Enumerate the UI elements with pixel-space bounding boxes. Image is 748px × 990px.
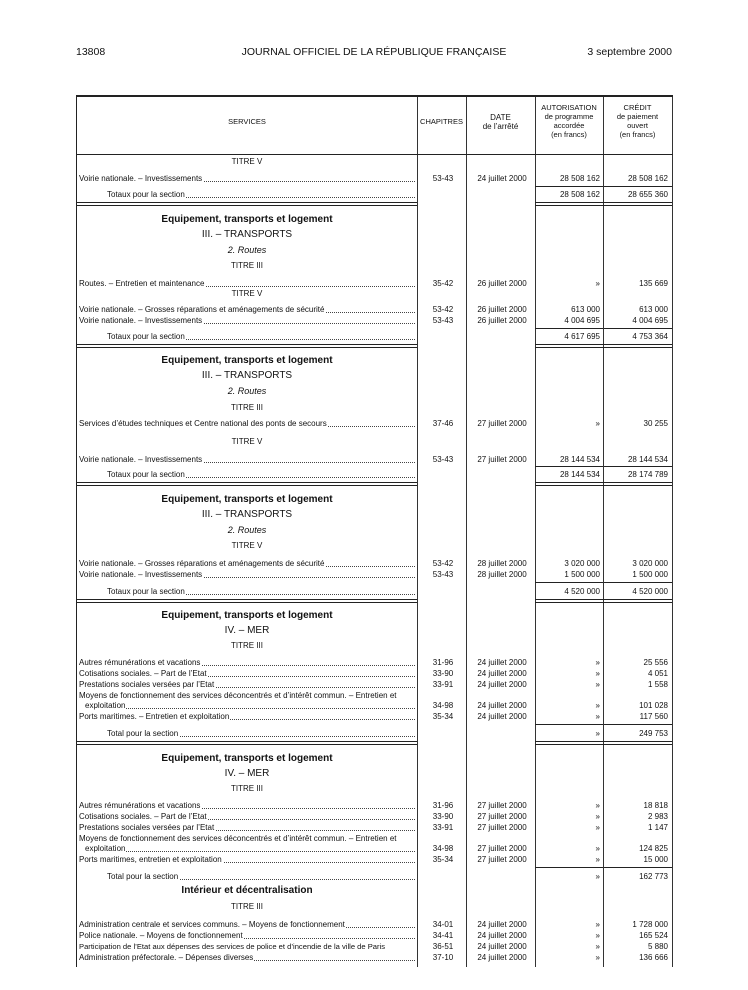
row-chapitre: 31-96 (432, 658, 454, 667)
totals-credit: 249 753 (639, 729, 668, 738)
section-heading: III. – TRANSPORTS (201, 370, 293, 381)
row-credit: 3 020 000 (632, 559, 668, 568)
row-chapitre: 53-42 (432, 305, 454, 314)
section-heading: III. – TRANSPORTS (201, 229, 293, 240)
row-credit: 613 000 (639, 305, 668, 314)
col-header-auth-l1: AUTORISATION (541, 103, 597, 112)
row-credit: 165 524 (639, 931, 668, 940)
row-chapitre: 35-34 (432, 712, 454, 721)
sum-rule (604, 328, 672, 329)
row-label: Prestations sociales versées par l’Etat (79, 823, 415, 833)
section-rule (77, 482, 417, 486)
row-chapitre: 53-43 (432, 316, 454, 325)
row-date: 27 juillet 2000 (477, 844, 527, 853)
row-date: 26 juillet 2000 (477, 316, 527, 325)
row-credit: 4 004 695 (632, 316, 668, 325)
row-chapitre: 53-43 (432, 455, 454, 464)
row-credit: 18 818 (643, 801, 668, 810)
row-label: Voirie nationale. – Investissements (79, 455, 415, 465)
row-date: 24 juillet 2000 (477, 920, 527, 929)
row-date: 24 juillet 2000 (477, 712, 527, 721)
totals-autorisation: » (595, 729, 600, 738)
titre-heading: TITRE III (231, 902, 263, 911)
header-rule (77, 154, 673, 155)
col-header-auth-l4: (en francs) (551, 130, 587, 139)
titre-heading: TITRE V (231, 289, 263, 298)
row-date: 26 juillet 2000 (477, 279, 527, 288)
row-autorisation: » (595, 942, 600, 951)
row-label: Autres rémunérations et vacations (79, 801, 415, 811)
decree-table (76, 95, 673, 967)
row-autorisation: » (595, 855, 600, 864)
row-date: 27 juillet 2000 (477, 801, 527, 810)
section-heading: III. – TRANSPORTS (201, 509, 293, 520)
row-credit: 5 880 (647, 942, 668, 951)
row-date: 26 juillet 2000 (477, 305, 527, 314)
totals-label: Total pour la section (107, 729, 415, 739)
row-label: Administration centrale et services communs. – Moyens de fonctionnement (79, 920, 415, 930)
totals-label: Totaux pour la section (107, 332, 415, 342)
ministry-heading: Equipement, transports et logement (161, 494, 333, 505)
col-header-date-l2: de l’arrêté (482, 122, 519, 131)
row-date: 28 juillet 2000 (477, 559, 527, 568)
ministry-heading: Equipement, transports et logement (161, 753, 333, 764)
col-header-services: SERVICES (228, 117, 266, 126)
row-autorisation: » (595, 419, 600, 428)
col-header-autorisation (535, 103, 603, 139)
row-date: 24 juillet 2000 (477, 931, 527, 940)
row-label: Ports maritimes. – Entretien et exploitation (79, 712, 415, 722)
row-date: 27 juillet 2000 (477, 812, 527, 821)
titre-heading: TITRE III (231, 403, 263, 412)
row-date: 27 juillet 2000 (477, 823, 527, 832)
col-divider (603, 97, 604, 967)
section-rule (77, 202, 417, 206)
section-rule (77, 344, 417, 348)
page-header (76, 46, 672, 60)
row-label: Services d’études techniques et Centre national des ponts de secours (79, 419, 415, 429)
row-chapitre: 53-43 (432, 570, 454, 579)
totals-label: Totaux pour la section (107, 470, 415, 480)
row-credit: 1 728 000 (632, 920, 668, 929)
col-header-cred-l1: CRÉDIT (623, 103, 652, 112)
col-header-date (466, 113, 535, 131)
row-autorisation: » (595, 801, 600, 810)
row-label: Prestations sociales versées par l’Etat (79, 680, 415, 690)
totals-autorisation: 4 520 000 (564, 587, 600, 596)
col-header-auth-l3: accordée (553, 121, 585, 130)
row-chapitre: 33-90 (432, 669, 454, 678)
titre-heading: TITRE III (231, 784, 263, 793)
row-credit: 117 560 (639, 712, 668, 721)
row-date: 27 juillet 2000 (477, 455, 527, 464)
titre-heading: TITRE III (231, 641, 263, 650)
row-credit: 28 508 162 (627, 174, 668, 183)
row-credit: 15 000 (643, 855, 668, 864)
sum-rule (604, 724, 672, 725)
row-label: Voirie nationale. – Investissements (79, 316, 415, 326)
row-date: 27 juillet 2000 (477, 419, 527, 428)
row-credit: 1 500 000 (632, 570, 668, 579)
row-label: Participation de l’Etat aux dépenses des services de police et d’incendie de la ville de Paris (79, 942, 386, 951)
row-date: 24 juillet 2000 (477, 953, 527, 962)
row-autorisation: » (595, 279, 600, 288)
sum-rule (535, 582, 603, 583)
row-label: Voirie nationale. – Grosses réparations et aménagements de sécurité (79, 305, 415, 315)
row-autorisation: 28 508 162 (559, 174, 600, 183)
totals-label: Totaux pour la section (107, 190, 415, 200)
totals-credit: 162 773 (639, 872, 668, 881)
row-chapitre: 53-43 (432, 174, 454, 183)
row-autorisation: 613 000 (571, 305, 600, 314)
sum-rule (604, 582, 672, 583)
row-credit: 28 144 534 (627, 455, 668, 464)
col-header-cred-l4: (en francs) (619, 130, 656, 139)
sum-rule (535, 466, 603, 467)
row-credit: 30 255 (643, 419, 668, 428)
totals-credit: 4 520 000 (632, 587, 668, 596)
sum-rule (604, 867, 672, 868)
row-date: 24 juillet 2000 (477, 174, 527, 183)
sum-rule (535, 724, 603, 725)
ministry-heading: Intérieur et décentralisation (181, 885, 313, 896)
row-chapitre: 34-41 (432, 931, 454, 940)
row-chapitre: 37-46 (432, 419, 454, 428)
section-rule (77, 599, 417, 603)
col-divider (466, 97, 467, 967)
row-autorisation: » (595, 844, 600, 853)
row-chapitre: 35-34 (432, 855, 454, 864)
col-header-cred-l3: ouvert (627, 121, 648, 130)
section-heading: IV. – MER (224, 625, 270, 636)
col-header-cred-l2: de paiement (616, 112, 659, 121)
row-date: 27 juillet 2000 (477, 855, 527, 864)
totals-credit: 28 174 789 (627, 470, 668, 479)
row-chapitre: 34-98 (432, 844, 454, 853)
row-chapitre: 53-42 (432, 559, 454, 568)
titre-heading: TITRE V (231, 157, 263, 166)
row-credit: 2 983 (647, 812, 668, 821)
col-divider (672, 97, 673, 967)
row-autorisation: » (595, 931, 600, 940)
row-credit: 4 051 (647, 669, 668, 678)
row-date: 28 juillet 2000 (477, 570, 527, 579)
row-chapitre: 31-96 (432, 801, 454, 810)
issue-date: 3 septembre 2000 (587, 46, 672, 58)
row-label: Voirie nationale. – Investissements (79, 174, 415, 184)
titre-heading: TITRE V (231, 541, 263, 550)
ministry-heading: Equipement, transports et logement (161, 610, 333, 621)
subsection-heading: 2. Routes (227, 386, 267, 396)
row-date: 24 juillet 2000 (477, 942, 527, 951)
ministry-heading: Equipement, transports et logement (161, 355, 333, 366)
row-autorisation: 1 500 000 (564, 570, 600, 579)
row-autorisation: » (595, 823, 600, 832)
sum-rule (604, 186, 672, 187)
row-chapitre: 36-51 (432, 942, 454, 951)
row-autorisation: 28 144 534 (559, 455, 600, 464)
row-autorisation: » (595, 812, 600, 821)
row-autorisation: 3 020 000 (564, 559, 600, 568)
row-autorisation: » (595, 712, 600, 721)
row-autorisation: » (595, 658, 600, 667)
row-label: Voirie nationale. – Investissements (79, 570, 415, 580)
col-header-auth-l2: de programme (544, 112, 594, 121)
subsection-heading: 2. Routes (227, 525, 267, 535)
row-date: 24 juillet 2000 (477, 669, 527, 678)
row-date: 24 juillet 2000 (477, 658, 527, 667)
journal-title: JOURNAL OFFICIEL DE LA RÉPUBLIQUE FRANÇAISE (241, 46, 507, 58)
col-header-date-l1: DATE (490, 113, 511, 122)
col-divider (417, 97, 418, 967)
row-label: Routes. – Entretien et maintenance (79, 279, 415, 289)
row-autorisation: » (595, 669, 600, 678)
row-chapitre: 35-42 (432, 279, 454, 288)
row-credit: 101 028 (639, 701, 668, 710)
totals-autorisation: 28 144 534 (559, 470, 600, 479)
row-chapitre: 33-90 (432, 812, 454, 821)
row-label: Administration préfectorale. – Dépenses diverses (79, 953, 415, 963)
row-chapitre: 37-10 (432, 953, 454, 962)
col-header-credit (603, 103, 672, 139)
row-label: exploitation (85, 844, 415, 854)
row-autorisation: 4 004 695 (564, 316, 600, 325)
row-autorisation: » (595, 953, 600, 962)
row-label: exploitation (85, 701, 415, 711)
section-rule (535, 741, 672, 745)
section-rule (535, 599, 672, 603)
row-label: Cotisations sociales. – Part de l’Etat (79, 812, 415, 822)
row-label: Police nationale. – Moyens de fonctionnement (79, 931, 415, 941)
row-credit: 1 558 (647, 680, 668, 689)
totals-label: Total pour la section (107, 872, 415, 882)
sum-rule (535, 328, 603, 329)
totals-autorisation: 28 508 162 (559, 190, 600, 199)
row-chapitre: 33-91 (432, 823, 454, 832)
row-credit: 136 666 (639, 953, 668, 962)
row-autorisation: » (595, 920, 600, 929)
section-rule (535, 344, 672, 348)
ministry-heading: Equipement, transports et logement (161, 214, 333, 225)
row-label: Voirie nationale. – Grosses réparations et aménagements de sécurité (79, 559, 415, 569)
totals-credit: 28 655 360 (627, 190, 668, 199)
totals-credit: 4 753 364 (632, 332, 668, 341)
titre-heading: TITRE V (231, 437, 263, 446)
row-date: 24 juillet 2000 (477, 701, 527, 710)
row-autorisation: » (595, 701, 600, 710)
subsection-heading: 2. Routes (227, 245, 267, 255)
page-number: 13808 (76, 46, 106, 58)
section-rule (535, 202, 672, 206)
col-header-chapitres: CHAPITRES (420, 117, 463, 126)
section-heading: IV. – MER (224, 768, 270, 779)
row-chapitre: 34-98 (432, 701, 454, 710)
row-date: 24 juillet 2000 (477, 680, 527, 689)
row-credit: 1 147 (647, 823, 668, 832)
totals-autorisation: 4 617 695 (564, 332, 600, 341)
row-credit: 25 556 (643, 658, 668, 667)
row-label: Ports maritimes, entretien et exploitation (79, 855, 415, 865)
sum-rule (535, 867, 603, 868)
sum-rule (604, 466, 672, 467)
row-autorisation: » (595, 680, 600, 689)
titre-heading: TITRE III (231, 261, 263, 270)
row-label: Autres rémunérations et vacations (79, 658, 415, 668)
row-credit: 124 825 (639, 844, 668, 853)
section-rule (77, 741, 417, 745)
row-chapitre: 33-91 (432, 680, 454, 689)
row-credit: 135 669 (639, 279, 668, 288)
row-label-wrap: Moyens de fonctionnement des services déconcentrés et d’intérêt commun. – Entretien et (79, 834, 397, 843)
row-label: Cotisations sociales. – Part de l’Etat (79, 669, 415, 679)
row-chapitre: 34-01 (432, 920, 454, 929)
totals-autorisation: » (595, 872, 600, 881)
totals-label: Totaux pour la section (107, 587, 415, 597)
col-divider (535, 97, 536, 967)
section-rule (535, 482, 672, 486)
sum-rule (535, 186, 603, 187)
row-label-wrap: Moyens de fonctionnement des services déconcentrés et d’intérêt commun. – Entretien et (79, 691, 397, 700)
